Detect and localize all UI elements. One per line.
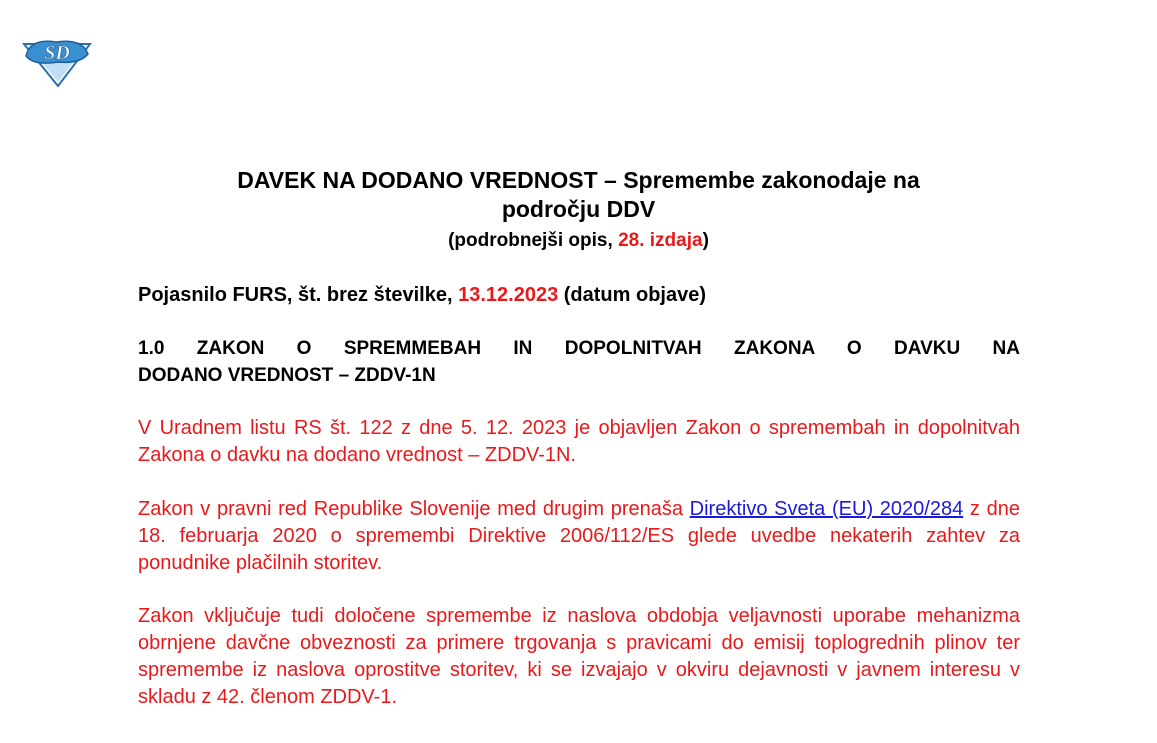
- edition-number: 28. izdaja: [618, 230, 703, 251]
- explanation-suffix: (datum objave): [558, 284, 707, 306]
- publication-date: 13.12.2023: [458, 284, 559, 306]
- section-heading-line-1: 1.0 ZAKON O SPREMMEBAH IN DOPOLNITVAH ZAKONA O DAVKU NA: [138, 338, 1020, 359]
- furs-explanation: [138, 282, 1020, 309]
- paragraph-changes: Zakon vključuje tudi določene spremembe iz naslova obdobja veljavnosti uporabe mehanizma obrnjene davčne obveznosti za primere trgovanja s pravicami do emisij toplogrednih plinov ter spremembe iz naslova oprostitve storitev, ki se izvajajo v okviru dejavnosti v javnem interesu v skladu z 42. členom ZDDV-1.: [138, 605, 1020, 708]
- section-heading: [138, 335, 1020, 389]
- explanation-prefix: Pojasnilo FURS, št. brez številke,: [138, 284, 459, 306]
- subtitle-close: ): [702, 230, 709, 251]
- subtitle-open: (podrobnejši opis,: [448, 230, 619, 251]
- company-logo: [20, 34, 94, 88]
- document-title: [0, 166, 1157, 224]
- title-line-2: področju DDV: [501, 196, 656, 222]
- svg-text:SD: SD: [44, 42, 70, 64]
- document-subtitle: [0, 229, 1157, 253]
- section-heading-line-2: DODANO VREDNOST – ZDDV-1N: [138, 365, 436, 386]
- title-line-1: DAVEK NA DODANO VREDNOST – Spremembe zakonodaje na: [237, 167, 920, 193]
- paragraph-official-gazette: V Uradnem listu RS št. 122 z dne 5. 12. 2023 je objavljen Zakon o spremembah in dopolnitvah Zakona o davku na dodano vrednost – ZDDV-1N.: [138, 417, 1020, 466]
- paragraph-directive-before: Zakon v pravni red Republike Slovenije med drugim prenaša: [138, 498, 690, 520]
- paragraph-directive: [138, 496, 1020, 577]
- paragraph-directive-after: z dne 18. februarja 2020 o spremembi Direktive 2006/112/ES glede uvedbe nekaterih zahtev za ponudnike plačilnih storitev.: [138, 498, 1020, 574]
- directive-link[interactable]: Direktivo Sveta (EU) 2020/284: [689, 498, 964, 520]
